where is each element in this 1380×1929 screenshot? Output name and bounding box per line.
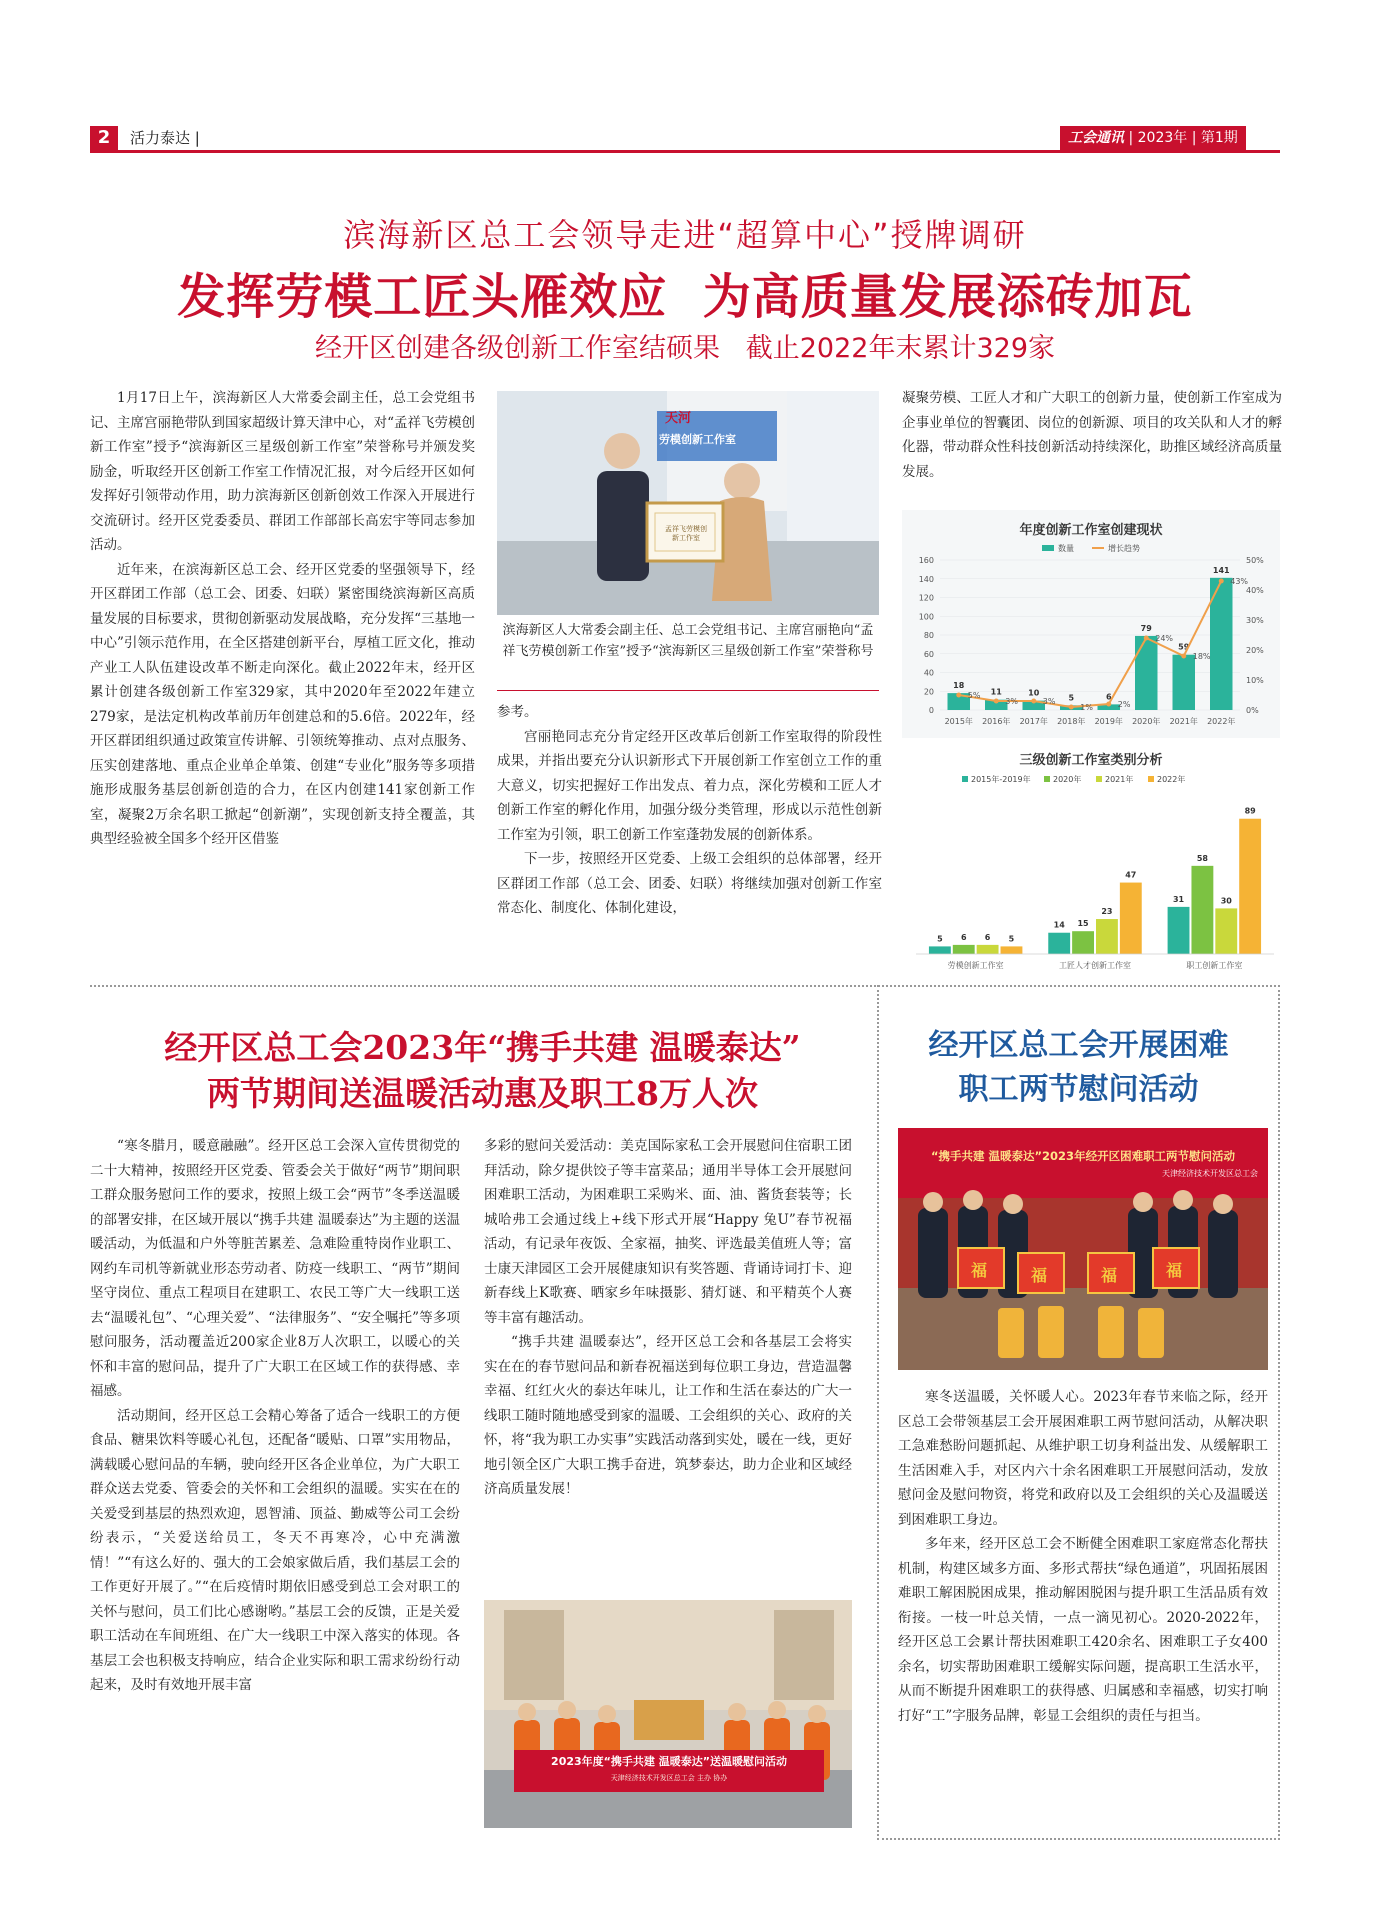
article1-col3 (902, 386, 1282, 484)
x-tick-label: 劳模创新工作室 (947, 961, 1004, 970)
bar-value-label: 5 (1068, 693, 1075, 703)
y2-tick-label: 10% (1246, 676, 1264, 685)
article1-col1 (90, 386, 475, 852)
bar-value-label: 18 (953, 681, 965, 691)
photo-banner: “携手共建 温暖泰达”2023年经开区困难职工两节慰问活动 (930, 1149, 1236, 1163)
trend-point (1069, 705, 1074, 710)
legend-label: 2022年 (1157, 775, 1186, 784)
bar (1173, 655, 1196, 710)
bar-value-label: 10 (1028, 688, 1040, 698)
condolence-photo-scene (484, 1600, 852, 1828)
trend-label: 2% (1117, 700, 1131, 709)
bar (1048, 933, 1070, 954)
paragraph: 下一步，按照经开区党委、上级工会组织的总体部署，经开区群团工作部（总工会、团委、妇联）将继续加强对创新工作室常态化、制度化、体制化建设， (497, 851, 882, 916)
bar-value-label: 31 (1172, 894, 1185, 904)
bar (1191, 866, 1213, 954)
trend-label: 18% (1192, 652, 1211, 661)
x-tick-label: 2016年 (982, 717, 1011, 726)
fu-character: 福 (1101, 1266, 1118, 1285)
bar-value-label: 5 (937, 934, 943, 944)
article3-title-line2: 职工两节慰问活动 (958, 1072, 1199, 1107)
bar (1096, 919, 1118, 954)
legend-swatch (1096, 776, 1102, 782)
x-tick-label: 2017年 (1019, 717, 1048, 726)
y-tick-label: 80 (923, 631, 934, 640)
header-rule (90, 150, 1280, 153)
bar-value-label: 11 (990, 687, 1002, 697)
bar (977, 945, 999, 954)
issue-badge: 工会通讯 | 2023年 | 第1期 (1060, 126, 1246, 150)
legend-label: 2015年-2019年 (971, 775, 1031, 784)
trend-label: 43% (1230, 577, 1249, 586)
paragraph: 多彩的慰问关爱活动：美克国际家私工会开展慰问住宿职工团拜活动，除夕提供饺子等丰富菜品；通用半导体工会开展慰问困难职工活动，为困难职工采购米、面、油、酱货套装等；长城哈弗工会通过线上+线下形式开展“Happy 兔U”春节祝福活动，有记录年夜饭、全家福，抽奖、评选最美值班人等；富士康天津园区工会开展健康知识有奖答题、背诵诗词打卡、迎新春线上K歌赛、晒家乡年味摄影、猜灯谜、和平精英个人赛等丰富有趣活动。 (484, 1138, 852, 1326)
article2-title-line1: 经开区总工会2023年“携手共建 温暖泰达” (164, 1028, 801, 1067)
legend-label: 2020年 (1053, 775, 1082, 784)
trend-point (956, 693, 961, 698)
bar (1135, 636, 1158, 710)
y2-tick-label: 50% (1246, 556, 1264, 565)
bar (1239, 819, 1261, 954)
condolence-photo (484, 1600, 852, 1828)
paragraph: 活动期间，经开区总工会精心筹备了适合一线职工的方便食品、糖果饮料等暖心礼包，还配备“暖贴、口罩”实用物品，满载暖心慰问品的车辆，驶向经开区各企业单位，为广大职工群众送去党委、管委会的关怀和工会组织的温暖。实实在在的关爱受到基层的热烈欢迎，恩智浦、顶益、勤威等公司工会纷纷表示，“关爱送给员工，冬天不再寒冷，心中充满激情！”“有这么好的、强大的工会娘家做后盾，我们基层工会的工作更好开展了。”“在后疫情时期依旧感受到总工会对职工的关怀与慰问，员工们比心感谢哟。”基层工会的反馈，正是关爱职工活动在车间班组、在广大一线职工中深入落实的体现。各基层工会也积极支持响应，结合企业实际和职工需求纷纷行动起来，及时有效地开展丰富 (90, 1407, 460, 1693)
article1-title: 发挥劳模工匠头雁效应 为高质量发展添砖加瓦 (177, 269, 1193, 325)
paragraph: “寒冬腊月，暖意融融”。经开区总工会深入宣传贯彻党的二十大精神，按照经开区党委、管委会关于做好“两节”期间职工群众服务慰问工作的要求，按照上级工会“两节”冬季送温暖的部署安排，在区域开展以“携手共建 温暖泰达”为主题的送温暖活动，为低温和户外等脏苦累差、急难险重特岗作业职工、网约车司机等新就业形态劳动者、防疫一线职工、“两节”期间坚守岗位、重点工程项目在建职工、农民工等广大一线职工送去“温暖礼包”、“心理关爱”、“法律服务”、“安全嘱托”等多项慰问服务，活动覆盖近200家企业8万人次职工，以暖心的关怀和丰富的慰问品，提升了广大职工在区域工作的获得感、幸福感。 (90, 1138, 460, 1399)
trend-point (1031, 699, 1036, 704)
paragraph: “携手共建 温暖泰达”，经开区总工会和各基层工会将实实在在的春节慰问品和新春祝福送到每位职工身边，营造温馨幸福、红红火火的泰达年味儿，让工作和生活在泰达的广大一线职工随时随地感受到家的温暖、工会组织的关心、政府的关怀，将“我为职工办实事”实践活动落到实处，暖在一线，更好地引领全区广大职工携手奋进，筑梦泰达，助力企业和区域经济高质量发展！ (484, 1334, 852, 1497)
bar (1072, 931, 1094, 954)
photo-plaque: 孟祥飞劳模创新工作室 (665, 525, 707, 542)
bar-value-label: 30 (1220, 896, 1232, 906)
article2-col1 (90, 1134, 460, 1698)
x-tick-label: 2015年 (944, 717, 973, 726)
y-tick-label: 40 (923, 668, 934, 678)
bar (1120, 883, 1142, 954)
trend-point (1219, 579, 1224, 584)
bar-value-label: 6 (1105, 692, 1112, 702)
trend-label: 24% (1155, 634, 1174, 643)
legend-swatch (1044, 776, 1050, 782)
trend-point (1144, 636, 1149, 641)
bar-value-label: 47 (1125, 870, 1137, 880)
x-tick-label: 2018年 (1057, 717, 1086, 726)
photo-banner: 2023年度“携手共建 温暖泰达”送温暖慰问活动 (551, 1755, 787, 1768)
paragraph: 近年来，在滨海新区总工会、经开区党委的坚强领导下，经开区群团工作部（总工会、团委、妇联）紧密围绕滨海新区高质量发展的目标要求，贯彻创新驱动发展战略，充分发挥“三基地一中心”引领示范作用，在全区搭建创新平台，厚植工匠文化，推动产业工人队伍建设改革不断走向深化。截止2022年末，经开区累计创建各级创新工作室329家，其中2020年至2022年建立279家，是法定机构改革前历年创建总和的5.6倍。2022年，经开区群团组织通过政策宣传讲解、引领统筹推动、点对点服务、压实创建落地、重点企业单企单策、创建“专业化”服务等多项措施形成服务基层创新创造的合力，在区内创建141家创新工作室，凝聚2万余名职工掀起“创新潮”，实现创新支持全覆盖，其典型经验被全国多个经开区借鉴 (90, 561, 475, 847)
trend-point (1106, 702, 1111, 707)
y-tick-label: 60 (923, 649, 934, 659)
legend-swatch (962, 776, 968, 782)
chart-annual (902, 510, 1280, 738)
article1-col2 (497, 700, 882, 921)
article1-subtitle2: 经开区创建各级创新工作室结硕果 截止2022年末累计329家 (315, 333, 1055, 364)
bar-value-label: 15 (1077, 919, 1089, 929)
award-photo-caption: 滨海新区人大常委会副主任、总工会党组书记、主席宫丽艳向“孟祥飞劳模创新工作室”授予“滨海新区三星级创新工作室”荣誉称号 (502, 623, 874, 659)
article1-subtitle: 滨海新区总工会领导走进“超算中心”授牌调研 (343, 216, 1027, 254)
bar-value-label: 58 (1196, 853, 1208, 863)
issue-year: 2023年 (1137, 130, 1188, 146)
paragraph: 1月17日上午，滨海新区人大常委会副主任，总工会党组书记、主席宫丽艳带队到国家超级计算天津中心，对“孟祥飞劳模创新工作室”授予“滨海新区三星级创新工作室”荣誉称号并颁发奖励金，听取经开区创新工作室工作情况汇报，对今后经开区如何发挥好引领带动作用，助力滨海新区创新创效工作深入开展进行交流研讨。经开区党委委员、群团工作部部长高宏宇等同志参加活动。 (90, 390, 475, 553)
bar-value-label: 79 (1140, 623, 1152, 633)
y-tick-label: 20 (923, 687, 934, 697)
bar-value-label: 14 (1053, 920, 1065, 930)
photo-banner-sub: 天津经济技术开发区总工会 主办 协办 (610, 1774, 728, 1782)
legend-label: 2021年 (1105, 775, 1134, 784)
x-tick-label: 职工创新工作室 (1186, 961, 1243, 970)
trend-label: 5% (967, 691, 981, 700)
x-tick-label: 工匠人才创新工作室 (1059, 961, 1131, 970)
paragraph: 参考。 (497, 704, 538, 720)
trend-label: 3% (1042, 697, 1056, 706)
photo-sign: 天河 (665, 411, 692, 426)
legend-label-count: 数量 (1058, 544, 1074, 553)
x-tick-label: 2022年 (1207, 717, 1236, 726)
photo-banner-sub: 天津经济技术开发区总工会 (1162, 1169, 1258, 1178)
bar-value-label: 89 (1244, 806, 1256, 816)
paragraph: 寒冬送温暖，关怀暖人心。2023年春节来临之际，经开区总工会带领基层工会开展困难职工两节慰问活动，从解决职工急难愁盼问题抓起、从维护职工切身利益出发、从缓解职工生活困难入手，对区内六十余名困难职工开展慰问活动，发放慰问金及慰问物资，将党和政府以及工会组织的关心及温暖送到困难职工身边。 (898, 1389, 1268, 1528)
photo-sign2: 劳模创新工作室 (659, 433, 736, 446)
y-tick-label: 100 (918, 612, 934, 622)
trend-label: 1% (1080, 703, 1093, 712)
chart-title: 三级创新工作室类别分析 (1019, 753, 1163, 768)
article3-body (898, 1385, 1268, 1728)
bar (1001, 946, 1023, 954)
chart-category (902, 742, 1280, 974)
bar (1215, 908, 1237, 954)
y-tick-label: 0 (928, 706, 934, 715)
article3-title-line1: 经开区总工会开展困难 (928, 1028, 1229, 1063)
bar (1168, 907, 1190, 954)
fu-character: 福 (1031, 1266, 1048, 1285)
y2-tick-label: 20% (1246, 646, 1264, 655)
issue-number: 第1期 (1200, 130, 1238, 146)
article2-title-line2: 两节期间送温暖活动惠及职工8万人次 (207, 1074, 758, 1113)
y2-tick-label: 30% (1246, 616, 1264, 625)
trend-point (1181, 654, 1186, 659)
trend-point (994, 699, 999, 704)
article2-col2 (484, 1134, 852, 1502)
fu-character: 福 (1166, 1261, 1183, 1280)
section-label: 活力泰达 (130, 129, 191, 147)
x-tick-label: 2019年 (1094, 717, 1123, 726)
paragraph: 宫丽艳同志充分肯定经开区改革后创新工作室取得的阶段性成果，并指出要充分认识新形式下开展创新工作室创立工作的重大意义，切实把握好工作出发点、着力点，深化劳模和工匠人才创新工作室的孵化作用，加强分级分类管理，形成以示范性创新工作室为引领，职工创新工作室蓬勃发展的创新体系。 (497, 728, 882, 843)
x-tick-label: 2020年 (1132, 717, 1161, 726)
chart-annual-svg (902, 510, 1280, 738)
y-tick-label: 160 (918, 556, 934, 565)
section-name: 活力泰达 | (130, 129, 200, 147)
bar-value-label: 23 (1101, 907, 1113, 917)
bar-value-label: 5 (1008, 934, 1015, 944)
x-tick-label: 2021年 (1169, 717, 1198, 726)
legend-swatch (1148, 776, 1154, 782)
publication-name: 工会通讯 (1068, 130, 1124, 146)
fu-character: 福 (971, 1261, 988, 1280)
caption-rule (497, 690, 879, 691)
gift-photo-scene (898, 1128, 1268, 1370)
chart-title: 年度创新工作室创建现状 (1019, 523, 1163, 538)
y-tick-label: 140 (918, 574, 934, 584)
legend-swatch-count (1042, 545, 1054, 551)
chart-category-svg (902, 742, 1280, 974)
paragraph: 凝聚劳模、工匠人才和广大职工的创新力量，使创新工作室成为企事业单位的智囊团、岗位的创新源、项目的攻关队和人才的孵化器，带动群众性科技创新活动持续深化，助推区域经济高质量发展。 (902, 390, 1282, 480)
y2-tick-label: 0% (1246, 706, 1259, 715)
trend-label: 3% (1005, 697, 1018, 706)
bar-value-label: 6 (960, 932, 967, 942)
y2-tick-label: 40% (1246, 586, 1264, 595)
paragraph: 多年来，经开区总工会不断健全困难职工家庭常态化帮扶机制，构建区域多方面、多形式帮扶“绿色通道”，巩固拓展困难职工解困脱困成果，推动解困脱困与提升职工生活品质有效衔接。一枝一叶总关情，一点一滴见初心。2020-2022年，经开区总工会累计帮扶困难职工420余名、困难职工子女400余名，切实帮助困难职工缓解实际问题，提高职工生活水平，从而不断提升困难职工的获得感、归属感和幸福感，切实打响打好“工”字服务品牌，彰显工会组织的责任与担当。 (898, 1536, 1268, 1724)
bar-value-label: 59 (1178, 642, 1190, 652)
y-tick-label: 120 (918, 593, 934, 603)
bar (929, 946, 951, 954)
bar-value-label: 6 (984, 932, 991, 942)
legend-label-trend: 增长趋势 (1108, 544, 1140, 553)
bar (953, 945, 975, 954)
bar-value-label: 141 (1212, 565, 1230, 575)
page-number: 2 (90, 126, 118, 150)
gift-photo (898, 1128, 1268, 1370)
award-photo (497, 391, 879, 615)
